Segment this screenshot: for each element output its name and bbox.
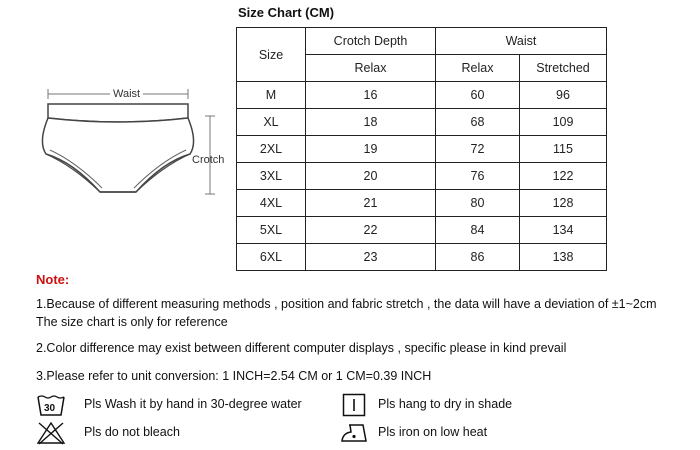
no-bleach-icon [36,421,66,450]
size-cell: 4XL [237,190,306,217]
size-chart-title: Size Chart (CM) [238,5,335,20]
waist-stretched-cell: 115 [520,136,607,163]
care-iron-text: Pls iron on low heat [378,425,488,439]
hang-dry-icon [342,393,366,422]
care-hang-text: Pls hang to dry in shade [378,397,513,411]
table-row [237,190,607,217]
waist-stretched-cell: 134 [520,217,607,244]
waist-header: Waist [436,28,607,55]
waist-relax-cell: 72 [436,136,520,163]
note-line-1b: The size chart is only for reference [36,315,228,329]
briefs-illustration [28,82,228,212]
waist-relax-cell: 60 [436,82,520,109]
crotch-cell: 20 [306,163,436,190]
iron-low-heat-icon [339,421,369,450]
table-row [237,163,607,190]
crotch-depth-header: Crotch Depth [306,28,436,55]
table-row [237,109,607,136]
waist-stretched-cell: 138 [520,244,607,271]
waist-relax-cell: 86 [436,244,520,271]
crotch-cell: 19 [306,136,436,163]
size-table [236,27,607,271]
size-cell: XL [237,109,306,136]
crotch-cell: 21 [306,190,436,217]
garment-diagram [28,82,228,212]
waist-relax-subheader: Relax [436,55,520,82]
table-row [237,217,607,244]
waist-stretched-cell: 122 [520,163,607,190]
care-bleach-text: Pls do not bleach [84,425,180,439]
table-row [237,136,607,163]
size-cell: 3XL [237,163,306,190]
waist-relax-cell: 84 [436,217,520,244]
crotch-relax-subheader: Relax [306,55,436,82]
note-line-2: 2.Color difference may exist between different computer displays , specific please in kind prevail [36,341,567,355]
crotch-label: Crotch [192,154,225,166]
note-title: Note: [36,272,70,287]
crotch-cell: 22 [306,217,436,244]
crotch-cell: 18 [306,109,436,136]
table-row [237,244,607,271]
waist-relax-cell: 68 [436,109,520,136]
hand-wash-30-icon [36,394,66,423]
crotch-cell: 16 [306,82,436,109]
crotch-cell: 23 [306,244,436,271]
note-line-1: 1.Because of different measuring methods , position and fabric stretch , the data will have a deviation of ±1~2cm [36,297,657,311]
size-header: Size [237,28,306,82]
waist-label: Waist [110,88,143,100]
waist-relax-cell: 76 [436,163,520,190]
waist-stretched-cell: 128 [520,190,607,217]
waist-stretched-subheader: Stretched [520,55,607,82]
waist-relax-cell: 80 [436,190,520,217]
size-cell: M [237,82,306,109]
waist-stretched-cell: 96 [520,82,607,109]
wash-temp-label: 30 [44,403,56,414]
size-cell: 5XL [237,217,306,244]
size-cell: 2XL [237,136,306,163]
waist-stretched-cell: 109 [520,109,607,136]
note-line-3: 3.Please refer to unit conversion: 1 INCH=2.54 CM or 1 CM=0.39 INCH [36,369,432,383]
care-wash-text: Pls Wash it by hand in 30-degree water [84,397,302,411]
table-row [237,82,607,109]
size-cell: 6XL [237,244,306,271]
